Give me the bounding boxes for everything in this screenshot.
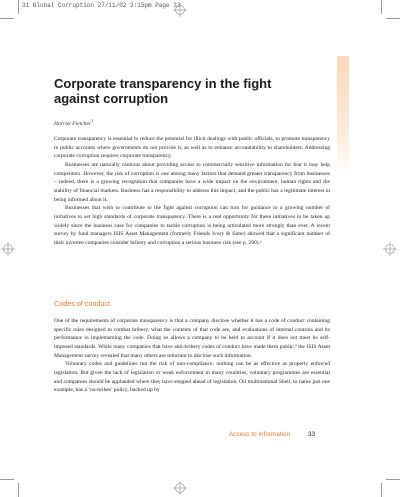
author-byline bbox=[54, 118, 93, 127]
article-title: Corporate transparency in the fight against corruption bbox=[54, 76, 272, 106]
crop-mark-top-left-h bbox=[0, 18, 14, 19]
registration-mark-bottom-icon bbox=[173, 481, 187, 495]
section-text bbox=[54, 317, 330, 395]
author-name: Harriet Fletcher bbox=[54, 120, 92, 127]
print-slug: 31 Global Corruption 27/11/02 3:15pm Page 33 bbox=[22, 2, 181, 9]
paragraph: Corporate transparency is essential to reduce the potential for illicit dealings with public officials, to promote transparency in public accounts where governments do not provide it, as well as to enhance accountability to shareholders. Addressing corporate corruption requires corporate transparency. bbox=[54, 136, 330, 160]
section-heading: Codes of conduct bbox=[54, 299, 110, 308]
crop-mark-top-right-v bbox=[381, 0, 382, 14]
crop-mark-top-right-h bbox=[386, 18, 400, 19]
chapter-color-band bbox=[337, 56, 349, 176]
paragraph: Businesses are naturally cautious about providing access to commercially sensitive information for fear it may help competitors. However, the risk of corruption is one among many factors that demand greater transparency from businesses – indeed, there is a growing recognition that companies have a wide impact on the environment, human rights and the stability of financial markets. Business has a responsibility to address this impact, and the public has a legitimate interest in being informed about it. bbox=[54, 161, 330, 203]
author-footnote-marker: 1 bbox=[91, 118, 94, 123]
registration-mark-right-icon bbox=[383, 242, 397, 256]
crop-mark-bottom-left-v bbox=[18, 483, 19, 497]
crop-mark-bottom-left-h bbox=[0, 479, 14, 480]
running-footer-title: Access to information bbox=[229, 431, 291, 438]
paragraph: One of the requirements of corporate transparency is that a company disclose whether it has a code of conduct containing specific rules designed to combat bribery, what the contents of that code are, and evaluations of internal controls and its performance in implementing the code. Doing so allows a company to be held to account if it does not meet its self-imposed standards. While many companies that have anti-bribery codes of conduct have made them public,³ the ISIS Asset Management survey revealed that many others are reluctant to disclose such information. bbox=[54, 318, 330, 359]
intro-text bbox=[54, 135, 330, 248]
registration-mark-left-icon bbox=[1, 242, 15, 256]
paragraph: Voluntary codes and guidelines run the risk of non-compliance; nothing can be as effective as properly enforced legislation. But given the lack of legislation or weak enforcement in many countries, voluntary programmes are essential and companies should be applauded where they have stepped ahead of legislation. Oil multinational Shell, to name just one example, has a ‘no-bribes’ policy, backed up by bbox=[54, 361, 330, 394]
crop-mark-top-left-v bbox=[18, 0, 19, 14]
paragraph: Businesses that wish to contribute to the fight against corruption can turn for guidance to a growing number of initiatives to set high standards of corporate transparency. There is a real opportunity for these initiatives to be taken up widely since the business case for companies to tackle corruption is being articulated more strongly than ever. A recent survey by fund managers ISIS Asset Management (formerly Friends Ivory & Sime) showed that a significant number of their investee companies consider bribery and corruption a serious business risk (see p. 290).² bbox=[54, 205, 330, 246]
registration-mark-top-icon bbox=[173, 3, 187, 17]
crop-mark-bottom-right-h bbox=[386, 479, 400, 480]
page-number: 33 bbox=[308, 431, 316, 438]
crop-mark-bottom-right-v bbox=[381, 483, 382, 497]
